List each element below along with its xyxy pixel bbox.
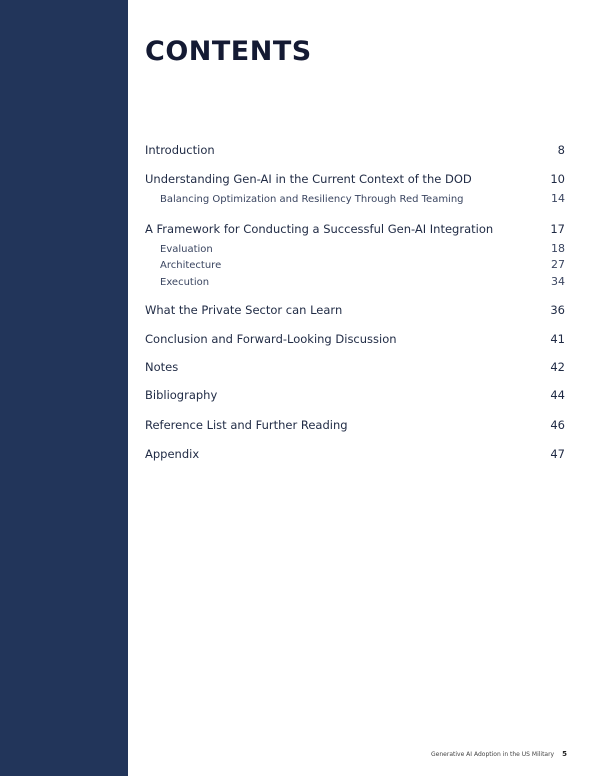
toc-entry-label: Evaluation [160, 244, 213, 255]
toc-entry-label: Reference List and Further Reading [145, 418, 348, 432]
toc-entry-label: Appendix [145, 447, 200, 461]
toc-entry[interactable] [145, 388, 565, 402]
toc-subentry[interactable] [145, 275, 565, 288]
toc-entry[interactable] [145, 418, 565, 432]
footer-text: Generative AI Adoption in the US Military [431, 751, 555, 758]
toc-entry-label: A Framework for Conducting a Successful Gen-AI Integration [145, 222, 494, 236]
toc-entry-label: Notes [145, 360, 179, 374]
toc-entry-page: 18 [551, 242, 565, 255]
toc-entry-page: 27 [551, 258, 565, 271]
toc-entry-label: Introduction [145, 143, 215, 157]
footer-page-number: 5 [562, 750, 567, 758]
page-title: CONTENTS [145, 36, 312, 67]
toc-entry-page: 47 [550, 447, 565, 461]
toc-entry[interactable] [145, 303, 565, 317]
toc-entry[interactable] [145, 143, 565, 157]
toc-entry-label: Execution [160, 277, 210, 288]
toc-entry[interactable] [145, 172, 565, 186]
toc-entry[interactable] [145, 447, 565, 461]
toc-entry-label: Balancing Optimization and Resiliency Through Red Teaming [160, 194, 464, 205]
toc-entry-page: 17 [550, 222, 565, 236]
toc-subentry[interactable] [145, 258, 565, 271]
toc-entry-page: 34 [551, 275, 565, 288]
sidebar-band [0, 0, 128, 776]
toc-entry-page: 42 [550, 360, 565, 374]
toc-entry-page: 8 [557, 143, 565, 157]
toc-entry-page: 14 [551, 192, 565, 205]
toc-entry-page: 36 [550, 303, 565, 317]
toc-entry-label: What the Private Sector can Learn [145, 303, 343, 317]
toc-entry-label: Bibliography [145, 388, 218, 402]
page-footer [431, 750, 567, 758]
toc-entry[interactable] [145, 222, 565, 236]
toc-entry[interactable] [145, 360, 565, 374]
toc-subentry[interactable] [145, 192, 565, 205]
toc-entry-page: 10 [550, 172, 565, 186]
toc-entry-page: 41 [550, 332, 565, 346]
toc-entry[interactable] [145, 332, 565, 346]
toc-entry-label: Conclusion and Forward-Looking Discussion [145, 332, 397, 346]
toc-entry-page: 46 [550, 418, 565, 432]
toc-subentry[interactable] [145, 242, 565, 255]
toc-entry-label: Architecture [160, 260, 222, 271]
toc-entry-label: Understanding Gen-AI in the Current Context of the DOD [145, 172, 472, 186]
toc-entry-page: 44 [550, 388, 565, 402]
